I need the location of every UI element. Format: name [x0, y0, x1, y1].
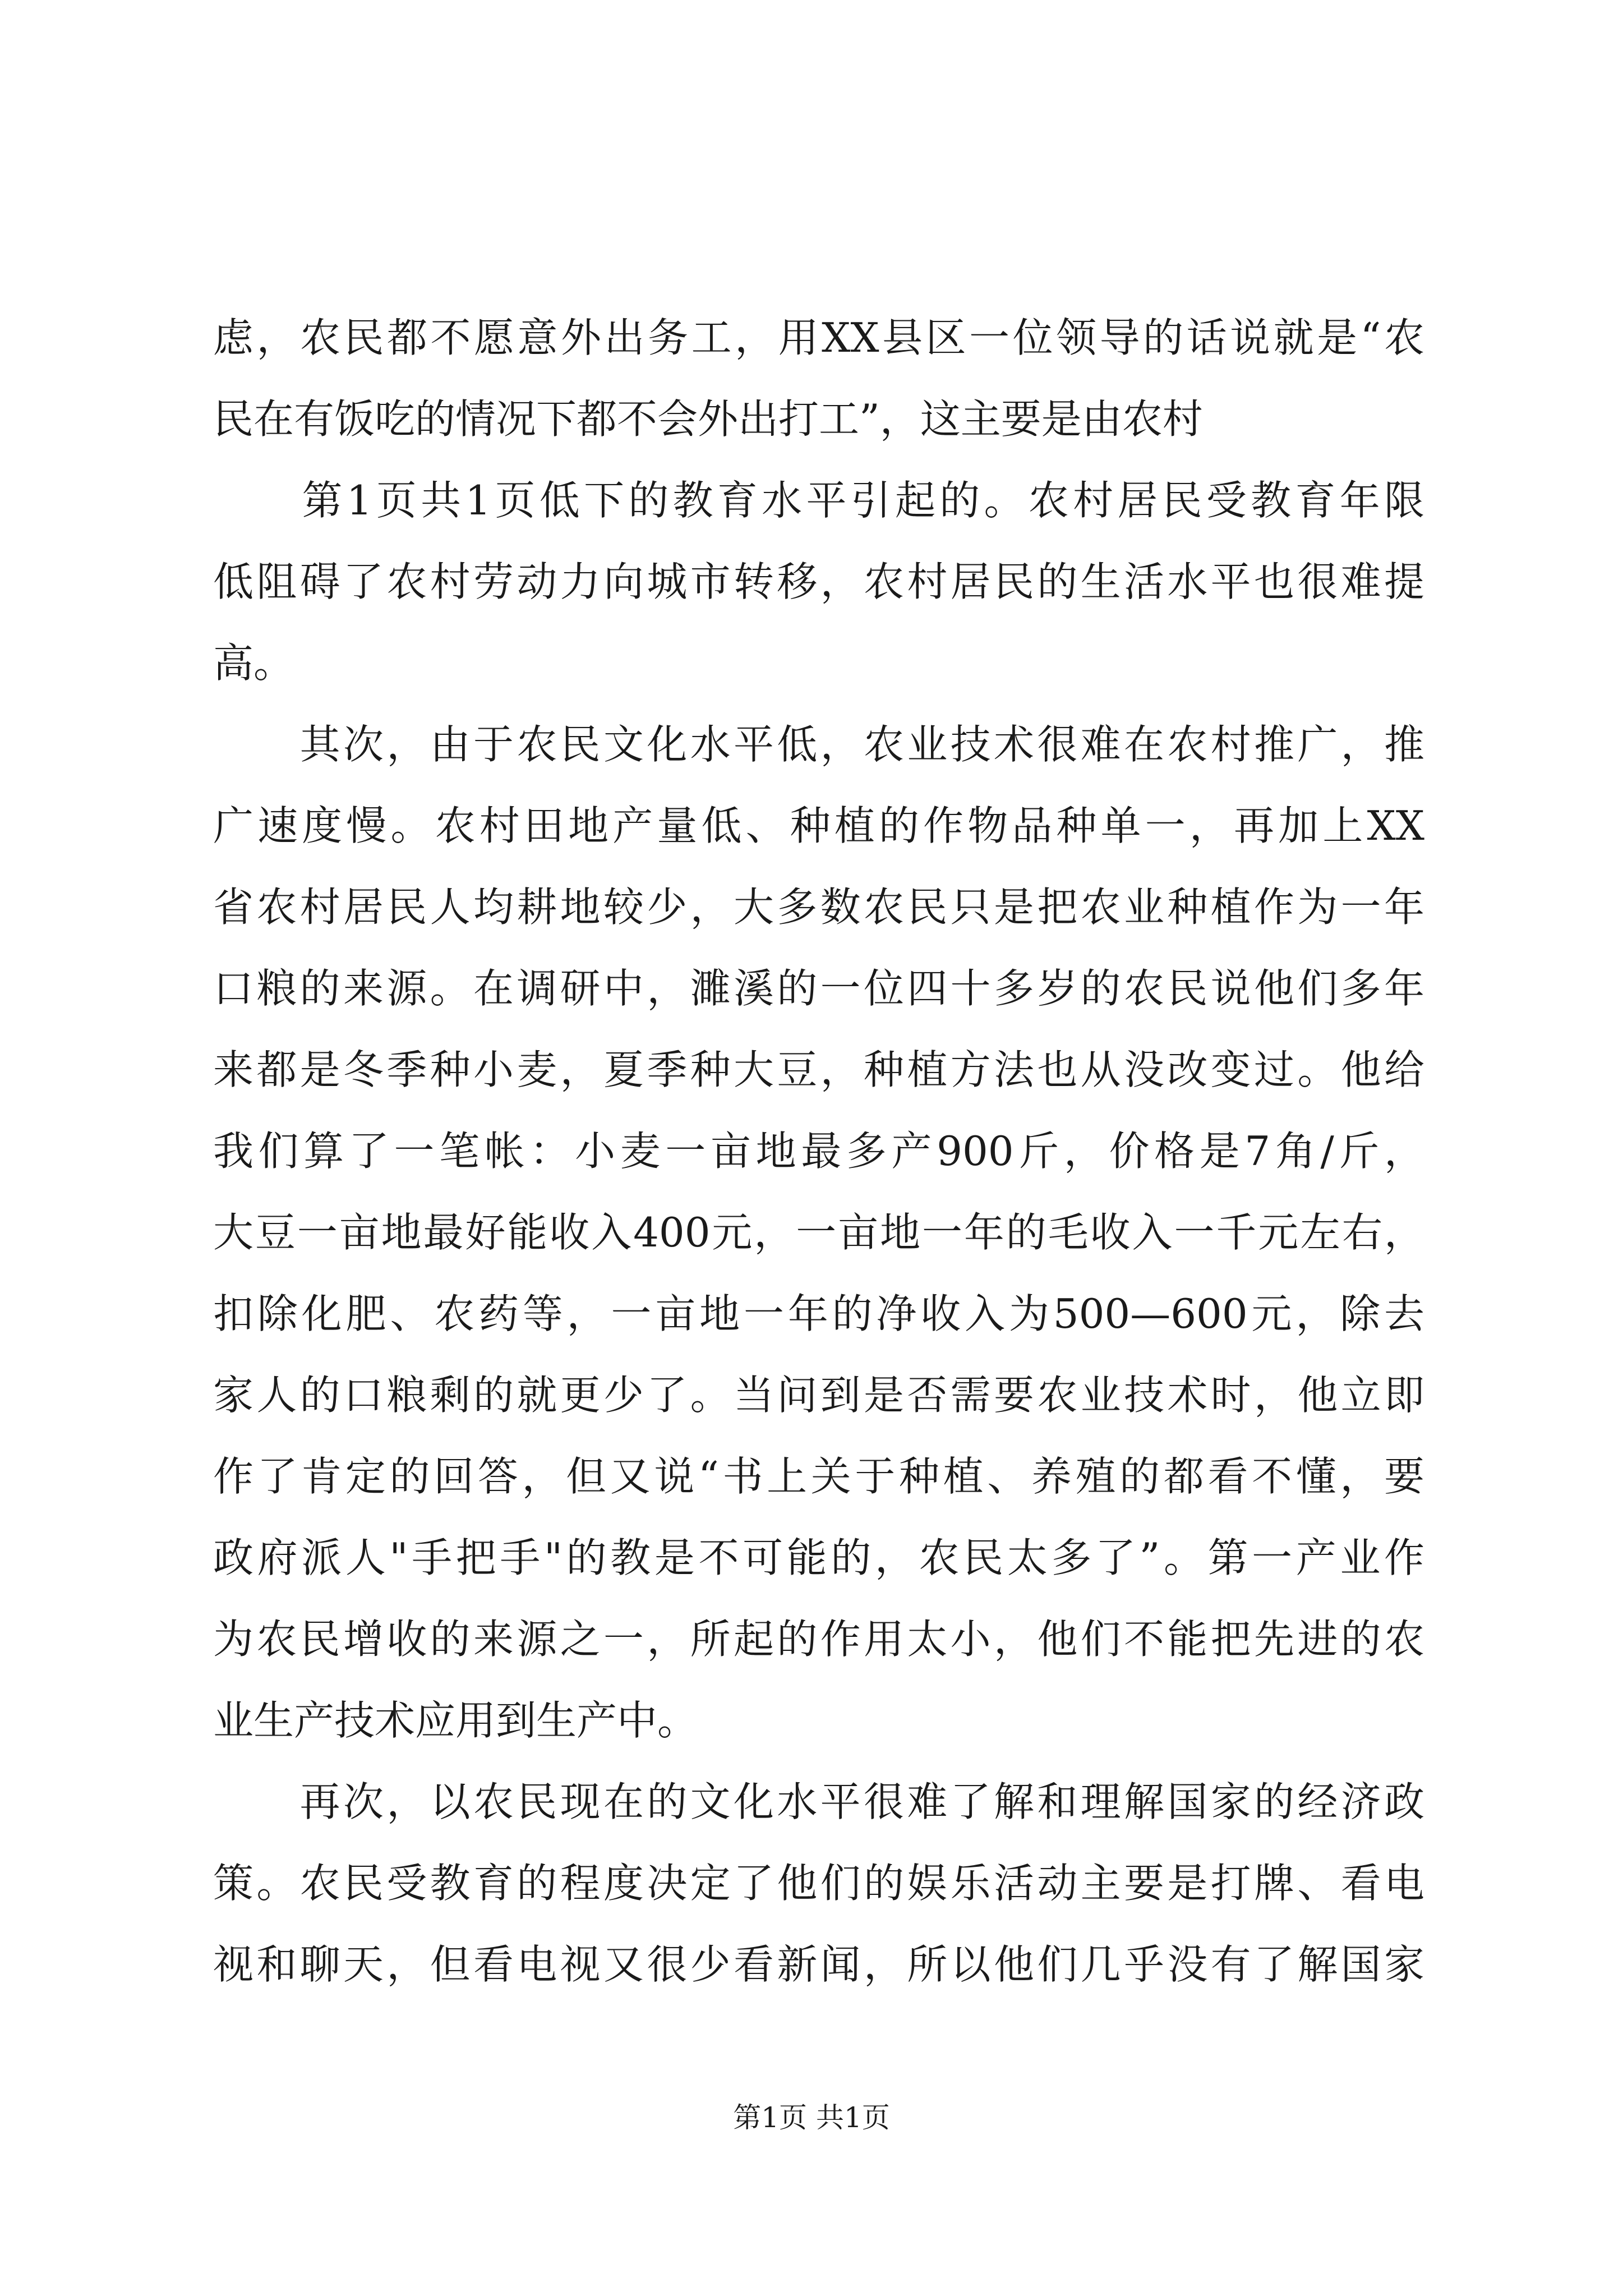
text-line: 高。 — [213, 639, 294, 687]
text-line: 再次，以农民现在的文化水平很难了解和理解国家的经济政 — [213, 1778, 1424, 1825]
text-line: 作了肯定的回答，但又说“书上关于种植、养殖的都看不懂，要 — [213, 1453, 1424, 1500]
text-line: 省农村居民人均耕地较少，大多数农民只是把农业种植作为一年 — [213, 884, 1424, 931]
text-line: 我们算了一笔帐：小麦一亩地最多产900斤，价格是7角/斤， — [213, 1128, 1424, 1175]
text-line: 视和聊天，但看电视又很少看新闻，所以他们几乎没有了解国家 — [213, 1941, 1424, 1988]
text-line: 其次，由于农民文化水平低，农业技术很难在农村推广，推 — [213, 721, 1424, 768]
text-line: 业生产技术应用到生产中。 — [213, 1697, 698, 1744]
text-line: 虑，农民都不愿意外出务工，用XX县区一位领导的话说就是“农 — [213, 314, 1424, 361]
text-line: 第1页共1页低下的教育水平引起的。农村居民受教育年限 — [213, 477, 1424, 524]
text-line: 政府派人"手把手"的教是不可能的，农民太多了”。第一产业作 — [213, 1534, 1424, 1581]
text-line: 为农民增收的来源之一，所起的作用太小，他们不能把先进的农 — [213, 1616, 1424, 1663]
text-line: 家人的口粮剩的就更少了。当问到是否需要农业技术时，他立即 — [213, 1372, 1424, 1419]
text-line: 广速度慢。农村田地产量低、种植的作物品种单一，再加上XX — [213, 802, 1424, 849]
text-line: 来都是冬季种小麦，夏季种大豆，种植方法也从没改变过。他给 — [213, 1046, 1424, 1093]
body-text — [213, 297, 1424, 2005]
page-footer: 第1页 共1页 — [733, 2101, 890, 2134]
text-line: 扣除化肥、农药等，一亩地一年的净收入为500—600元，除去 — [213, 1290, 1424, 1337]
text-line: 策。农民受教育的程度决定了他们的娱乐活动主要是打牌、看电 — [213, 1860, 1424, 1907]
text-line: 低阻碍了农村劳动力向城市转移，农村居民的生活水平也很难提 — [213, 558, 1424, 605]
text-line: 民在有饭吃的情况下都不会外出打工”，这主要是由农村 — [213, 395, 1203, 443]
text-line: 口粮的来源。在调研中，濉溪的一位四十多岁的农民说他们多年 — [213, 965, 1424, 1012]
text-line: 大豆一亩地最好能收入400元，一亩地一年的毛收入一千元左右， — [213, 1209, 1424, 1256]
